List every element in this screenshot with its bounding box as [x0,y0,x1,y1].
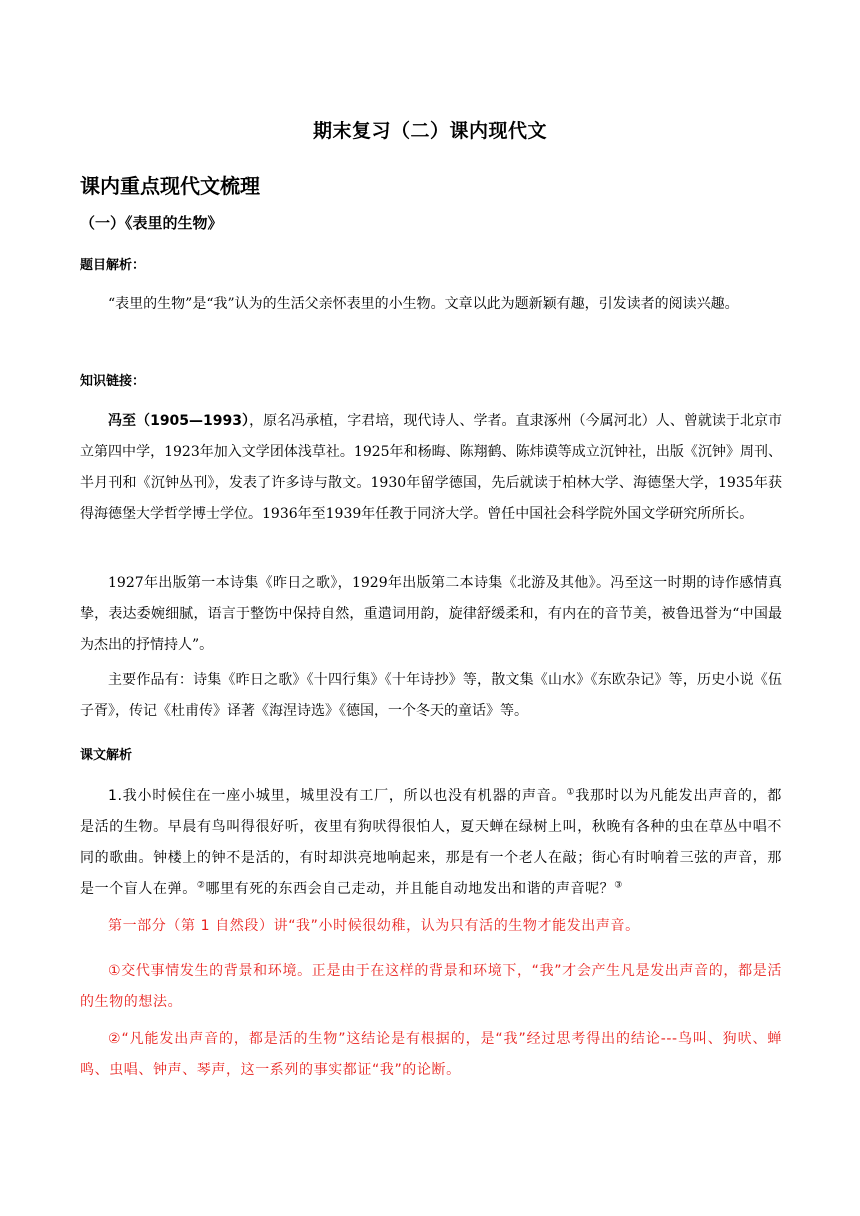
page-title: 期末复习（二）课内现代文 [312,120,547,142]
passage-text-3: 哪里有死的东西会自己走动，并且能自动地发出和谐的声音呢？ [205,881,615,897]
annotation-2: ②“凡能发出声音的，都是活的生物”这结论是有根据的，是“我”经过思考得出的结论---鸟叫、狗吠、蝉鸣、虫唱、钟声、琴声，这一系列的事实都证“我”的论断。 [80,1031,782,1078]
annotation-part: 第一部分（第 1 自然段）讲“我”小时候很幼稚，认为只有活的生物才能发出声音。 [108,918,640,934]
passage-paragraph [80,781,782,905]
author-name: 冯至（1905—1993） [108,413,250,429]
annotation-1: ①交代事情发生的背景和环境。正是由于在这样的背景和环境下，“我”才会产生凡是发出声音的，都是活的生物的想法。 [80,963,782,1010]
footnote-mark-3: ③ [614,880,623,891]
topic-paragraph: “表里的生物”是“我”认为的生活父亲怀表里的小生物。文章以此为题新颖有趣，引发读者的阅读兴趣。 [108,296,739,312]
label-analysis: 课文解析 [80,748,133,763]
poetry-paragraph: 1927年出版第一本诗集《昨日之歌》，1929年出版第二本诗集《北游及其他》。冯至这一时期的诗作感情真挚，表达委婉细腻，语言于整饬中保持自然，重遣词用韵，旋律舒缓柔和，有内在的音节美，被鲁迅誉为“中国最为杰出的抒情持人”。 [80,575,782,653]
footnote-mark-2: ② [196,880,206,891]
section-heading: 课内重点现代文梳理 [80,174,260,198]
label-knowledge: 知识链接： [80,374,146,389]
author-bio: ，原名冯承植，字君培，现代诗人、学者。直隶涿州（今属河北）人、曾就读于北京市立第四中学，1923年加入文学团体浅草社。1925年和杨晦、陈翔鹤、陈炜谟等成立沉钟社，出版《沉钟》周刊、半月刊和《沉钟丛刊》，发表了许多诗与散文。1930年留学德国，先后就读于柏林大学、海德堡大学，1935年获得海德堡大学哲学博士学位。1936年至1939年任教于同济大学。曾任中国社会科学院外国文学研究所所长。 [80,413,782,522]
sub-heading: （一）《表里的生物》 [80,214,223,232]
footnote-mark-1: ① [566,787,576,798]
works-paragraph: 主要作品有：诗集《昨日之歌》《十四行集》《十年诗抄》等，散文集《山水》《东欧杂记》等，历史小说《伍子胥》，传记《杜甫传》译著《海涅诗选》《德国，一个冬天的童话》等。 [80,672,782,719]
passage-text-1: 1.我小时候住在一座小城里，城里没有工厂，所以也没有机器的声音。 [108,788,567,804]
author-paragraph [80,406,782,530]
passage-text-2: 我那时以为凡能发出声音的，都是活的生物。早晨有鸟叫得很好听，夜里有狗吠得很怕人，夏天蝉在绿树上叫，秋晚有各种的虫在草丛中唱不同的歌曲。钟楼上的钟不是活的，有时却洪亮地响起来，那是有一个老人在敲；街心有时响着三弦的声音，那是一个盲人在弹。 [80,788,783,897]
label-topic: 题目解析： [80,258,146,273]
